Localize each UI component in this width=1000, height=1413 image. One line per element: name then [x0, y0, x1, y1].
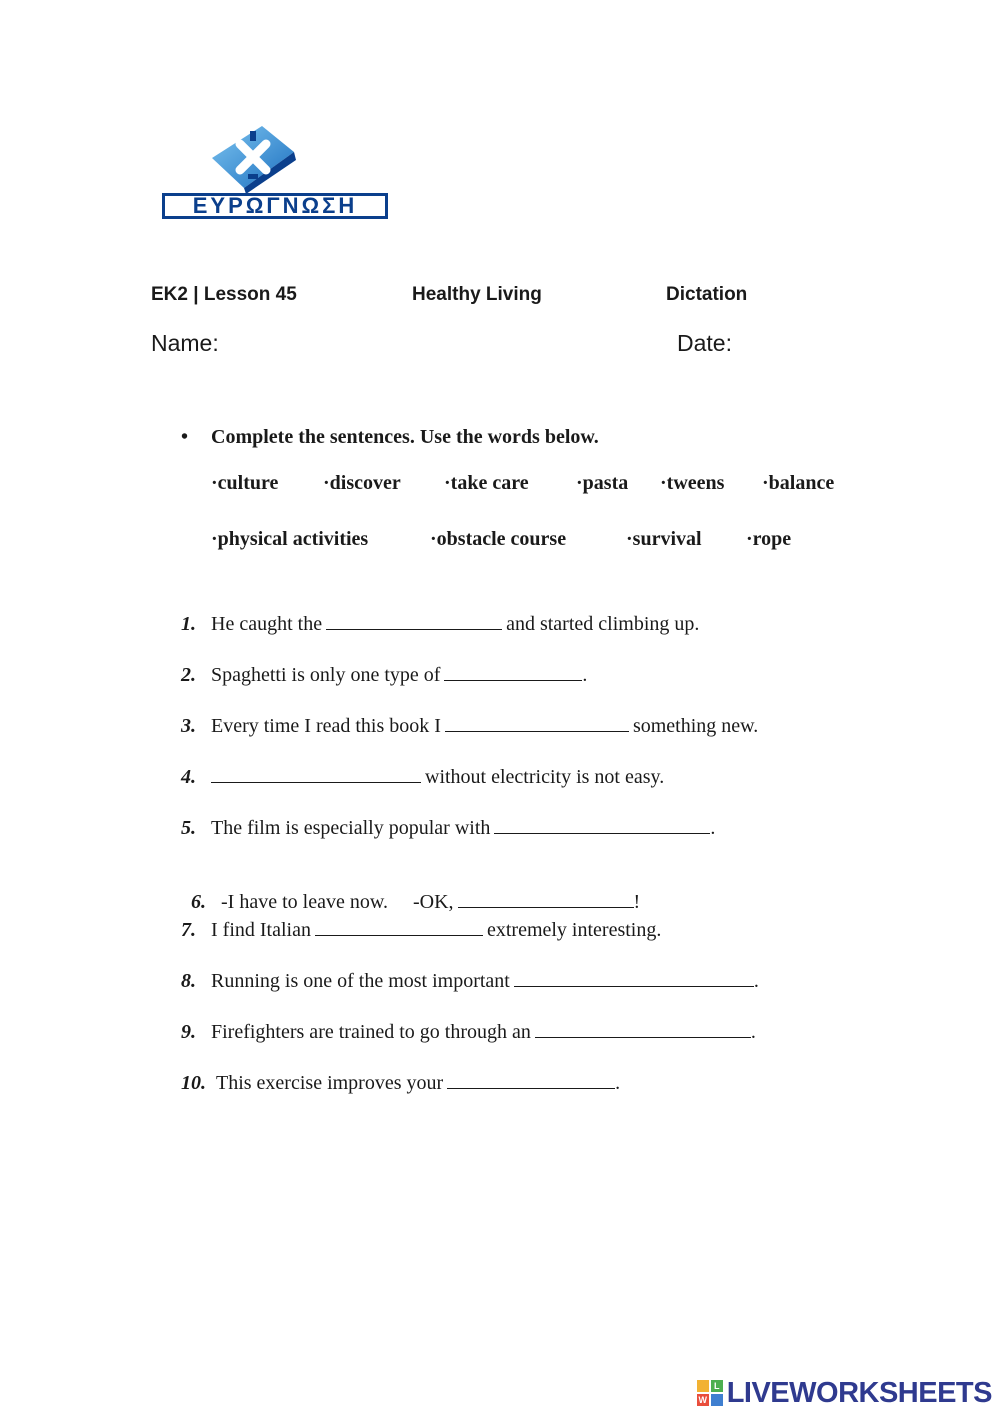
question-text-after: . — [753, 970, 759, 992]
word-bank-item: ·pasta — [576, 472, 629, 494]
question-number: 10. — [181, 1072, 206, 1094]
question-text-after: extremely interesting. — [486, 919, 662, 941]
question-number: 4. — [181, 766, 196, 788]
question-text-after: . — [615, 1072, 621, 1094]
date-label: Date: — [677, 330, 732, 356]
instruction-text: Complete the sentences. Use the words below. — [211, 426, 599, 448]
question-text-after: something new. — [632, 715, 759, 737]
question-text-after: and started climbing up. — [506, 613, 700, 635]
word-bank-item: ·take care — [444, 472, 529, 494]
answer-blank[interactable] — [447, 1072, 615, 1089]
logo-block-letter: W — [698, 1395, 707, 1405]
question-9 — [181, 1021, 756, 1044]
question-number: 2. — [181, 664, 196, 686]
question-text-after: . — [750, 1021, 756, 1043]
liveworksheets-logo-icon — [697, 1380, 723, 1406]
logo-block-letter: L — [711, 1380, 723, 1392]
word-bank-item: ·obstacle course — [430, 528, 567, 550]
word-bank-item: ·discover — [323, 472, 401, 494]
question-10 — [181, 1072, 620, 1095]
question-text-before: He caught the — [211, 613, 323, 635]
question-5 — [181, 817, 715, 840]
question-text-after: . — [710, 817, 716, 839]
exercise-type-label: Dictation — [666, 284, 748, 305]
question-text-after: without electricity is not easy. — [425, 766, 665, 788]
question-text-before: This exercise improves your — [216, 1072, 444, 1094]
question-number: 6. — [191, 891, 206, 913]
answer-blank[interactable] — [315, 919, 483, 936]
instruction — [181, 426, 599, 449]
question-text-before: -I have to leave now. -OK, — [221, 891, 454, 913]
question-number: 8. — [181, 970, 196, 992]
question-number: 5. — [181, 817, 196, 839]
question-2 — [181, 664, 587, 687]
answer-blank[interactable] — [458, 891, 634, 908]
answer-blank[interactable] — [211, 766, 421, 783]
answer-blank[interactable] — [326, 613, 502, 630]
question-number: 3. — [181, 715, 196, 737]
answer-blank[interactable] — [444, 664, 582, 681]
question-text-before: I find Italian — [211, 919, 311, 941]
liveworksheets-brand[interactable] — [697, 1376, 992, 1410]
question-text-after: ! — [633, 891, 641, 913]
answer-blank[interactable] — [535, 1021, 751, 1038]
question-text-before: The film is especially popular with — [211, 817, 491, 839]
lesson-label: EK2 | Lesson 45 — [151, 284, 297, 305]
liveworksheets-wordmark: LIVEWORKSHEETS — [726, 1376, 992, 1409]
word-bank-item: ·survival — [626, 528, 702, 550]
answer-blank[interactable] — [445, 715, 629, 732]
bullet: • — [181, 426, 189, 448]
logo-wordmark: ΕΥΡΩΓΝΩΣΗ — [162, 193, 388, 219]
topic-label: Healthy Living — [412, 284, 542, 305]
word-bank-item: ·physical activities — [211, 528, 369, 550]
question-number: 7. — [181, 919, 196, 941]
word-bank-item: ·balance — [762, 472, 835, 494]
question-text-after: . — [582, 664, 588, 686]
question-6 — [181, 868, 640, 914]
word-bank-item: ·rope — [746, 528, 792, 550]
question-7 — [181, 919, 661, 942]
question-3 — [181, 715, 758, 738]
question-number: 9. — [181, 1021, 196, 1043]
question-8 — [181, 970, 759, 993]
question-number: 1. — [181, 613, 196, 635]
question-text-before: Running is one of the most important — [211, 970, 510, 992]
answer-blank[interactable] — [494, 817, 710, 834]
question-text-before: Spaghetti is only one type of — [211, 664, 441, 686]
answer-blank[interactable] — [514, 970, 754, 987]
name-label: Name: — [151, 330, 219, 356]
question-1 — [181, 613, 699, 636]
word-bank-item: ·culture — [211, 472, 279, 494]
question-text-before: Every time I read this book I — [211, 715, 441, 737]
question-4 — [181, 766, 664, 789]
word-bank-item: ·tweens — [660, 472, 725, 494]
question-text-before: Firefighters are trained to go through an — [211, 1021, 531, 1043]
